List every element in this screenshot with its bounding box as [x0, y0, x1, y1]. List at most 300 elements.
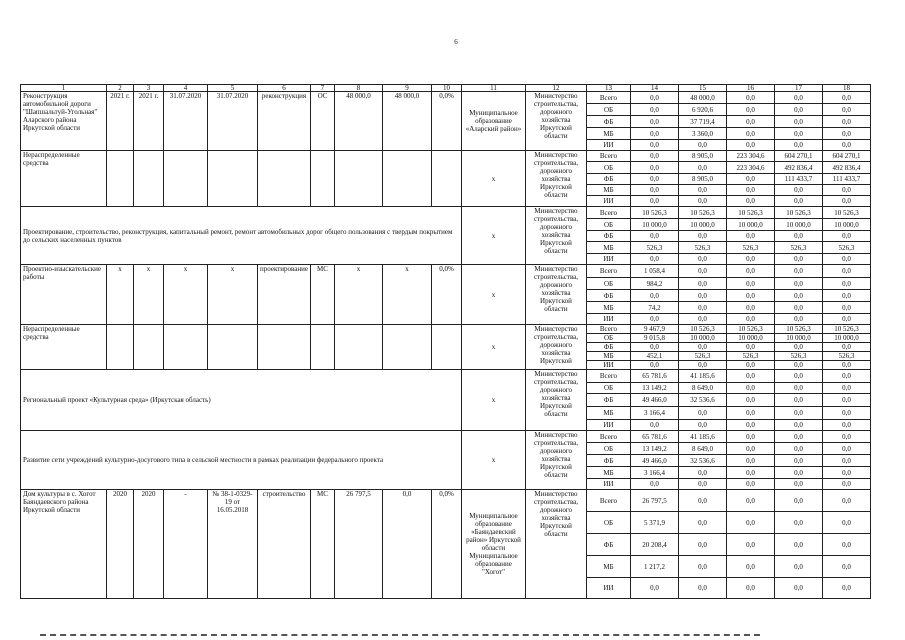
cell-c10: 0,0%: [431, 265, 461, 325]
amount-cell: 0,0: [822, 407, 870, 420]
amount-cell: 0,0: [726, 140, 774, 151]
amount-cell: 0,0: [726, 92, 774, 104]
amount-cell: 0,0: [726, 534, 774, 556]
amount-cell: 3 360,0: [678, 128, 726, 140]
column-number: 1: [21, 85, 107, 92]
amount-cell: 0,0: [822, 556, 870, 578]
object-name: Нераспределенные средства: [21, 151, 107, 207]
column-number: 11: [461, 85, 525, 92]
amount-cell: 984,2: [630, 278, 678, 290]
object-name: Нераспределенные средства: [21, 325, 107, 370]
amount-cell: 0,0: [726, 174, 774, 185]
funding-source: ОБ: [586, 443, 630, 455]
amount-cell: 48 000,0: [678, 92, 726, 104]
ministry-name: Министерство строительства, дорожного хозяйства Иркутской области: [525, 151, 586, 207]
amount-cell: 0,0: [726, 578, 774, 599]
amount-cell: 0,0: [726, 185, 774, 196]
funding-source: ОБ: [586, 512, 630, 534]
funding-source: МБ: [586, 467, 630, 479]
table-row: [21, 151, 871, 162]
cell-c6: проектирование: [258, 265, 311, 325]
column-number: 3: [134, 85, 164, 92]
amount-cell: 0,0: [678, 162, 726, 174]
table-row: [21, 325, 871, 334]
amount-cell: 0,0: [774, 92, 822, 104]
amount-cell: 0,0: [774, 407, 822, 420]
amount-cell: 0,0: [630, 254, 678, 265]
amount-cell: 0,0: [822, 490, 870, 512]
amount-cell: 0,0: [678, 231, 726, 242]
amount-cell: 65 781,6: [630, 370, 678, 383]
amount-cell: 0,0: [822, 479, 870, 490]
amount-cell: 526,3: [678, 352, 726, 361]
column-number: 7: [310, 85, 334, 92]
amount-cell: 0,0: [630, 92, 678, 104]
amount-cell: 0,0: [678, 265, 726, 278]
table-row: [21, 207, 871, 219]
amount-cell: 0,0: [774, 534, 822, 556]
funding-source: ФБ: [586, 174, 630, 185]
amount-cell: 20 208,4: [630, 534, 678, 556]
cell-c8: х: [334, 265, 382, 325]
cell-c3: [134, 325, 164, 370]
funding-source: МБ: [586, 185, 630, 196]
amount-cell: 0,0: [678, 314, 726, 325]
amount-cell: 8 905,0: [678, 174, 726, 185]
amount-cell: 41 185,6: [678, 431, 726, 443]
funding-source: ИИ: [586, 254, 630, 265]
funding-source: ОБ: [586, 334, 630, 343]
funding-source: ИИ: [586, 196, 630, 207]
amount-cell: 0,0: [726, 370, 774, 383]
amount-cell: 0,0: [822, 512, 870, 534]
table-row: [21, 370, 871, 383]
responsible-entity: х: [461, 265, 525, 325]
amount-cell: 0,0: [678, 490, 726, 512]
amount-cell: 13 149,2: [630, 383, 678, 394]
amount-cell: 0,0: [630, 420, 678, 431]
amount-cell: 526,3: [822, 242, 870, 254]
amount-cell: 0,0: [726, 490, 774, 512]
amount-cell: 0,0: [822, 314, 870, 325]
amount-cell: 37 719,4: [678, 116, 726, 128]
cell-c3: 2020: [134, 490, 164, 599]
amount-cell: 10 526,3: [678, 325, 726, 334]
amount-cell: 0,0: [630, 185, 678, 196]
amount-cell: 10 526,3: [822, 325, 870, 334]
funding-source: ОБ: [586, 162, 630, 174]
amount-cell: 5 371,9: [630, 512, 678, 534]
amount-cell: 0,0: [774, 420, 822, 431]
funding-source: МБ: [586, 128, 630, 140]
amount-cell: 0,0: [726, 116, 774, 128]
responsible-entity: х: [461, 370, 525, 431]
amount-cell: 526,3: [678, 242, 726, 254]
funding-source: ИИ: [586, 479, 630, 490]
amount-cell: 0,0: [774, 490, 822, 512]
amount-cell: 10 000,0: [726, 219, 774, 231]
ministry-name: Министерство строительства, дорожного хозяйства Иркутской области: [525, 490, 586, 599]
amount-cell: 0,0: [726, 128, 774, 140]
amount-cell: 8 905,0: [678, 151, 726, 162]
ministry-name: Министерство строительства, дорожного хозяйства Иркутской области: [525, 370, 586, 431]
amount-cell: 0,0: [678, 407, 726, 420]
cell-c3: х: [134, 265, 164, 325]
amount-cell: 0,0: [774, 383, 822, 394]
amount-cell: 10 526,3: [822, 207, 870, 219]
amount-cell: 0,0: [822, 420, 870, 431]
column-number: 18: [822, 85, 870, 92]
amount-cell: 0,0: [822, 383, 870, 394]
amount-cell: 526,3: [726, 352, 774, 361]
ministry-name: Министерство строительства, дорожного хозяйства Иркутской: [525, 325, 586, 370]
amount-cell: 10 526,3: [678, 207, 726, 219]
amount-cell: 49 466,0: [630, 394, 678, 407]
amount-cell: 0,0: [822, 104, 870, 116]
amount-cell: 65 781,6: [630, 431, 678, 443]
ministry-name: Министерство строительства, дорожного хозяйства Иркутской области: [525, 207, 586, 265]
amount-cell: 0,0: [726, 420, 774, 431]
amount-cell: 0,0: [726, 361, 774, 370]
amount-cell: 0,0: [726, 394, 774, 407]
amount-cell: 526,3: [726, 242, 774, 254]
amount-cell: 0,0: [822, 265, 870, 278]
cell-c9: 0,0: [382, 490, 431, 599]
cell-c4: [164, 151, 208, 207]
cell-c5: 31.07.2020: [208, 92, 258, 151]
amount-cell: 0,0: [678, 578, 726, 599]
table-row: [21, 431, 871, 443]
cell-c5: [208, 325, 258, 370]
amount-cell: 0,0: [822, 394, 870, 407]
amount-cell: 0,0: [630, 116, 678, 128]
amount-cell: 0,0: [726, 479, 774, 490]
amount-cell: 0,0: [774, 104, 822, 116]
amount-cell: 10 526,3: [774, 325, 822, 334]
section-title: Развитие сети учреждений культурно-досугового типа в сельской местности в рамках реализации федерального проекта: [21, 431, 462, 490]
amount-cell: 1 217,2: [630, 556, 678, 578]
cell-c6: [258, 325, 311, 370]
amount-cell: 0,0: [774, 140, 822, 151]
amount-cell: 0,0: [822, 185, 870, 196]
funding-source: ИИ: [586, 578, 630, 599]
amount-cell: 0,0: [726, 278, 774, 290]
amount-cell: 0,0: [678, 343, 726, 352]
amount-cell: 0,0: [678, 361, 726, 370]
column-number: 14: [630, 85, 678, 92]
column-number: 13: [586, 85, 630, 92]
amount-cell: 0,0: [774, 394, 822, 407]
section-title: Проектирование, строительство, реконструкция, капитальный ремонт, ремонт автомобильных дорог общего пользования с твердым покрытием до сельских населенных пунктов: [21, 207, 462, 265]
amount-cell: 492 836,4: [774, 162, 822, 174]
funding-source: Всего: [586, 431, 630, 443]
amount-cell: 0,0: [726, 302, 774, 314]
amount-cell: 0,0: [726, 196, 774, 207]
amount-cell: 0,0: [726, 455, 774, 467]
amount-cell: 0,0: [774, 290, 822, 302]
amount-cell: 526,3: [822, 352, 870, 361]
amount-cell: 0,0: [822, 443, 870, 455]
amount-cell: 0,0: [726, 104, 774, 116]
cell-c9: [382, 325, 431, 370]
cell-c6: реконструкция: [258, 92, 311, 151]
amount-cell: 223 304,6: [726, 162, 774, 174]
amount-cell: 0,0: [774, 231, 822, 242]
column-number: 17: [774, 85, 822, 92]
amount-cell: 111 433,7: [774, 174, 822, 185]
column-number: 5: [208, 85, 258, 92]
cell-c5: [208, 151, 258, 207]
amount-cell: 6 920,6: [678, 104, 726, 116]
amount-cell: 0,0: [822, 128, 870, 140]
column-number: 15: [678, 85, 726, 92]
amount-cell: 10 000,0: [822, 334, 870, 343]
cell-c8: [334, 151, 382, 207]
responsible-entity: х: [461, 325, 525, 370]
funding-source: МБ: [586, 242, 630, 254]
funding-source: ИИ: [586, 140, 630, 151]
amount-cell: 0,0: [774, 443, 822, 455]
amount-cell: 0,0: [630, 290, 678, 302]
amount-cell: 74,2: [630, 302, 678, 314]
funding-source: МБ: [586, 556, 630, 578]
amount-cell: 0,0: [726, 431, 774, 443]
cell-c4: х: [164, 265, 208, 325]
cell-c2: х: [107, 265, 134, 325]
amount-cell: 0,0: [630, 479, 678, 490]
amount-cell: 0,0: [822, 196, 870, 207]
amount-cell: 0,0: [630, 104, 678, 116]
amount-cell: 10 000,0: [726, 334, 774, 343]
funding-source: ОБ: [586, 278, 630, 290]
funding-source: ФБ: [586, 290, 630, 302]
column-number: 6: [258, 85, 311, 92]
cell-c10: [431, 325, 461, 370]
cell-c4: -: [164, 490, 208, 599]
amount-cell: 0,0: [678, 479, 726, 490]
amount-cell: 10 526,3: [726, 207, 774, 219]
amount-cell: 0,0: [774, 278, 822, 290]
amount-cell: 0,0: [726, 383, 774, 394]
amount-cell: 0,0: [822, 361, 870, 370]
column-number: 10: [431, 85, 461, 92]
amount-cell: 3 166,4: [630, 467, 678, 479]
amount-cell: 0,0: [678, 420, 726, 431]
cell-c10: [431, 151, 461, 207]
amount-cell: 0,0: [822, 534, 870, 556]
amount-cell: 0,0: [822, 370, 870, 383]
funding-source: Всего: [586, 370, 630, 383]
amount-cell: 0,0: [822, 278, 870, 290]
object-name: Проектно-изыскательские работы: [21, 265, 107, 325]
amount-cell: 0,0: [726, 407, 774, 420]
amount-cell: 0,0: [822, 302, 870, 314]
funding-source: ОБ: [586, 104, 630, 116]
cell-c2: 2021 г.: [107, 92, 134, 151]
amount-cell: 0,0: [726, 467, 774, 479]
funding-source: МБ: [586, 352, 630, 361]
amount-cell: 32 536,6: [678, 394, 726, 407]
amount-cell: 0,0: [678, 302, 726, 314]
ministry-name: Министерство строительства, дорожного хозяйства Иркутской области: [525, 431, 586, 490]
amount-cell: 0,0: [822, 578, 870, 599]
amount-cell: 10 526,3: [630, 207, 678, 219]
table-row: [21, 490, 871, 512]
budget-table: [20, 84, 871, 599]
responsible-entity: Муниципальное образование «Аларский район»: [461, 92, 525, 151]
amount-cell: 0,0: [630, 128, 678, 140]
amount-cell: 0,0: [630, 578, 678, 599]
cell-c7: ОС: [310, 92, 334, 151]
amount-cell: 0,0: [630, 196, 678, 207]
amount-cell: 0,0: [822, 455, 870, 467]
amount-cell: 0,0: [774, 361, 822, 370]
cell-c2: 2020: [107, 490, 134, 599]
amount-cell: 0,0: [726, 254, 774, 265]
funding-source: ОБ: [586, 383, 630, 394]
funding-source: ИИ: [586, 420, 630, 431]
cell-c8: 48 000,0: [334, 92, 382, 151]
amount-cell: 10 000,0: [678, 219, 726, 231]
amount-cell: 8 649,0: [678, 383, 726, 394]
footer-rule: [40, 634, 760, 636]
cell-c10: 0,0%: [431, 490, 461, 599]
amount-cell: 41 185,6: [678, 370, 726, 383]
cell-c6: [258, 151, 311, 207]
funding-source: ФБ: [586, 534, 630, 556]
amount-cell: 0,0: [822, 116, 870, 128]
amount-cell: 0,0: [774, 196, 822, 207]
amount-cell: 0,0: [630, 151, 678, 162]
amount-cell: 0,0: [774, 479, 822, 490]
amount-cell: 0,0: [726, 343, 774, 352]
page-number: 6: [454, 38, 458, 46]
object-name: Реконструкция автомобильной дороги "Шапшальтуй-Угольная" Аларского района Иркутской области: [21, 92, 107, 151]
amount-cell: 0,0: [774, 431, 822, 443]
amount-cell: 0,0: [678, 290, 726, 302]
table-row: [21, 92, 871, 104]
cell-c3: 2021 г.: [134, 92, 164, 151]
cell-c2: [107, 151, 134, 207]
amount-cell: 0,0: [726, 512, 774, 534]
funding-source: Всего: [586, 265, 630, 278]
amount-cell: 0,0: [822, 467, 870, 479]
cell-c7: МС: [310, 490, 334, 599]
funding-source: МБ: [586, 302, 630, 314]
amount-cell: 10 526,3: [726, 325, 774, 334]
funding-source: ИИ: [586, 314, 630, 325]
cell-c3: [134, 151, 164, 207]
amount-cell: 0,0: [822, 254, 870, 265]
amount-cell: 9 015,8: [630, 334, 678, 343]
amount-cell: 0,0: [726, 290, 774, 302]
amount-cell: 0,0: [678, 254, 726, 265]
cell-c9: 48 000,0: [382, 92, 431, 151]
funding-source: ФБ: [586, 116, 630, 128]
amount-cell: 32 536,6: [678, 455, 726, 467]
cell-c7: [310, 151, 334, 207]
funding-source: ФБ: [586, 455, 630, 467]
funding-source: Всего: [586, 207, 630, 219]
amount-cell: 0,0: [774, 578, 822, 599]
amount-cell: 0,0: [630, 231, 678, 242]
amount-cell: 0,0: [822, 290, 870, 302]
amount-cell: 10 000,0: [774, 219, 822, 231]
amount-cell: 0,0: [726, 231, 774, 242]
funding-source: ФБ: [586, 231, 630, 242]
amount-cell: 8 649,0: [678, 443, 726, 455]
column-number: 4: [164, 85, 208, 92]
amount-cell: 526,3: [774, 242, 822, 254]
cell-c2: [107, 325, 134, 370]
amount-cell: 0,0: [630, 162, 678, 174]
amount-cell: 10 000,0: [774, 334, 822, 343]
amount-cell: 0,0: [822, 92, 870, 104]
amount-cell: 0,0: [726, 443, 774, 455]
cell-c6: строительство: [258, 490, 311, 599]
amount-cell: 0,0: [678, 185, 726, 196]
amount-cell: 0,0: [774, 467, 822, 479]
amount-cell: 0,0: [678, 278, 726, 290]
amount-cell: 0,0: [678, 534, 726, 556]
amount-cell: 26 797,5: [630, 490, 678, 512]
column-number: 9: [382, 85, 431, 92]
amount-cell: 492 836,4: [822, 162, 870, 174]
amount-cell: 0,0: [774, 343, 822, 352]
amount-cell: 0,0: [678, 140, 726, 151]
funding-source: МБ: [586, 407, 630, 420]
ministry-name: Министерство строительства, дорожного хозяйства Иркутской области: [525, 92, 586, 151]
amount-cell: 223 304,6: [726, 151, 774, 162]
cell-c4: [164, 325, 208, 370]
funding-source: ФБ: [586, 343, 630, 352]
cell-c7: [310, 325, 334, 370]
amount-cell: 0,0: [774, 512, 822, 534]
amount-cell: 13 149,2: [630, 443, 678, 455]
responsible-entity: х: [461, 207, 525, 265]
amount-cell: 452,1: [630, 352, 678, 361]
table-row: [21, 265, 871, 278]
amount-cell: 604 270,1: [822, 151, 870, 162]
amount-cell: 604 270,1: [774, 151, 822, 162]
amount-cell: 0,0: [726, 314, 774, 325]
amount-cell: 0,0: [678, 556, 726, 578]
amount-cell: 0,0: [774, 116, 822, 128]
cell-c7: МС: [310, 265, 334, 325]
amount-cell: 10 000,0: [678, 334, 726, 343]
amount-cell: 3 166,4: [630, 407, 678, 420]
amount-cell: 0,0: [774, 556, 822, 578]
funding-source: Всего: [586, 490, 630, 512]
amount-cell: 0,0: [726, 265, 774, 278]
amount-cell: 0,0: [774, 185, 822, 196]
funding-source: Всего: [586, 325, 630, 334]
funding-source: ИИ: [586, 361, 630, 370]
cell-c5: х: [208, 265, 258, 325]
amount-cell: 0,0: [774, 455, 822, 467]
amount-cell: 0,0: [774, 370, 822, 383]
amount-cell: 0,0: [774, 302, 822, 314]
cell-c4: 31.07.2020: [164, 92, 208, 151]
cell-c10: 0,0%: [431, 92, 461, 151]
cell-c8: [334, 325, 382, 370]
amount-cell: 0,0: [678, 467, 726, 479]
amount-cell: 0,0: [822, 140, 870, 151]
funding-source: ОБ: [586, 219, 630, 231]
column-number: 2: [107, 85, 134, 92]
responsible-entity: х: [461, 431, 525, 490]
amount-cell: 0,0: [630, 343, 678, 352]
